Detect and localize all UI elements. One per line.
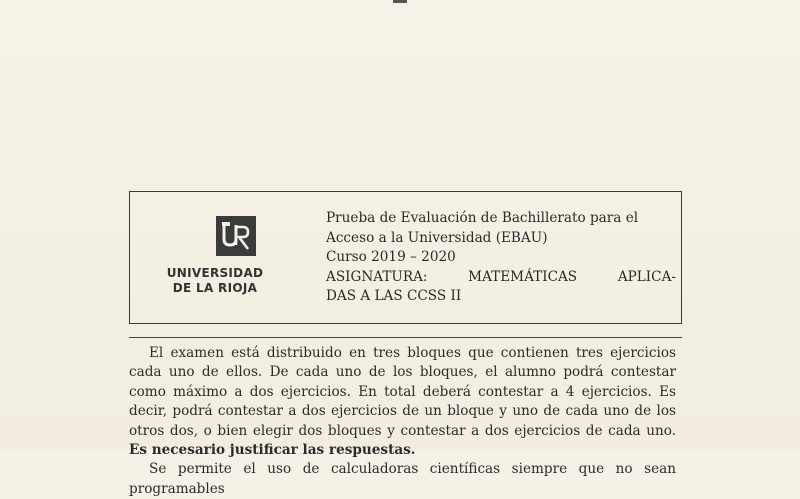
exam-course: Curso 2019 – 2020 bbox=[326, 249, 456, 265]
exam-title-line1: Prueba de Evaluación de Bachillerato para el bbox=[326, 210, 639, 226]
page-edge-mark bbox=[393, 0, 407, 3]
horizontal-rule bbox=[129, 337, 682, 338]
instructions-paragraph-1-text: El examen está distribuido en tres bloques que contienen tres ejercicios cada uno de ellos. De cada uno de los bloques, el alumno podrá contestar como máximo a dos ejercicios. En total deberá contestar a 4 ejercicios. Es decir, podrá contestar a dos ejercicios de un bloque y uno de cada uno de los otros dos, o bien elegir dos bloques y contestar a dos ejercicios de cada uno. bbox=[129, 345, 676, 439]
exam-header-box bbox=[129, 191, 682, 324]
exam-title-block bbox=[326, 209, 676, 307]
exam-title-line2: Acceso a la Universidad (EBAU) bbox=[326, 229, 548, 246]
university-logo bbox=[160, 216, 270, 306]
instructions-paragraph-1 bbox=[129, 344, 676, 460]
instructions-bold-note: Es necesario justificar las respuestas. bbox=[129, 442, 416, 459]
exam-subject-line1: ASIGNATURA: MATEMÁTICAS APLICA- bbox=[326, 268, 676, 285]
university-name-line2: DE LA RIOJA bbox=[172, 281, 258, 295]
exam-instructions bbox=[129, 344, 676, 499]
instructions-paragraph-2: Se permite el uso de calculadoras científicas siempre que no sean programables bbox=[129, 461, 676, 497]
exam-subject-line2: DAS A LAS CCSS II bbox=[326, 288, 462, 304]
university-name-line1: UNIVERSIDAD bbox=[166, 266, 264, 280]
universidad-de-la-rioja-logo-icon bbox=[216, 216, 256, 256]
